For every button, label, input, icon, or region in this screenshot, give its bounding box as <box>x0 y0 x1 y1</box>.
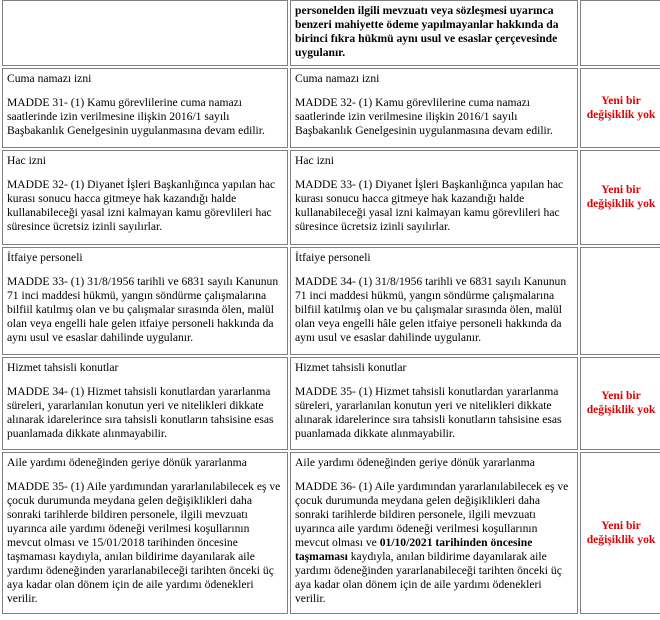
article-title: Hac izni <box>7 154 46 167</box>
article-body: MADDE 32- (1) Diyanet İşleri Başkanlığınca yapılan hac kurası sonucu hacca gitmeye hak kazandığı halde kullanabileceği yasal izni kalmayan kamu görevlileri hac süresince ücretsiz izinli sayılırlar. <box>7 178 276 233</box>
status-label: Yeni bir değişiklik yok <box>586 183 656 210</box>
status-cell <box>580 150 660 245</box>
table-row <box>2 247 660 355</box>
table-row <box>2 0 660 66</box>
top-continued-text: personelden ilgili mevzuatı veya sözleşmesi uyarınca benzeri mahiyette ödeme yapılmayanlar hakkında da birinci fıkra hükmü aynı usul ve esaslar çerçevesinde uygulanır. <box>295 4 559 59</box>
new-text-cell <box>290 452 578 614</box>
article-body-text: MADDE 36- (1) Aile yardımından yararlanılabilecek eş ve çocuk durumunda meydana gelen değişiklikleri daha sonraki tarihlerde bildiren personele, ilgili mevzuatı uyarınca aile yardımı ödeneği verilmesi koşullarının mevcut olması ve <box>295 480 569 549</box>
old-text-cell <box>2 0 288 66</box>
old-text-cell <box>2 150 288 245</box>
article-title: Hizmet tahsisli konutlar <box>295 361 407 374</box>
status-cell <box>580 0 660 66</box>
table-row <box>2 150 660 245</box>
status-cell <box>580 68 660 148</box>
article-body: MADDE 34- (1) Hizmet tahsisli konutlardan yararlanma süreleri, yararlanılan konutun yeri ve nitelikleri dikkate alınarak idarelerince sıra tahsisli konutların tahsisine esas puanlamada dikkate alınmayabilir. <box>7 385 274 440</box>
article-title: Aile yardımı ödeneğinden geriye dönük yararlanma <box>295 456 535 469</box>
old-text-cell <box>2 357 288 450</box>
article-body <box>295 480 568 605</box>
status-label: Yeni bir değişiklik yok <box>586 93 656 121</box>
new-text-cell <box>290 357 578 450</box>
amended-date-text: 01/10/2021 tarihinden öncesine taşmaması <box>295 536 533 563</box>
article-title: Cuma namazı izni <box>295 72 380 85</box>
status-cell <box>580 247 660 355</box>
old-text-cell <box>2 452 288 614</box>
article-body: MADDE 34- (1) 31/8/1956 tarihli ve 6831 sayılı Kanunun 71 inci maddesi hükmü, yangın söndürme çalışmalarına bilfiil katılmış olan ve bu çalışmalar sırasında ölen, malül olan veya engelli hâle gelen itfaiye personeli hakkında da aynı usul ve esaslar dahilinde uygulanır. <box>295 275 567 344</box>
status-cell <box>580 357 660 450</box>
new-text-cell <box>290 0 578 66</box>
table-row <box>2 68 660 148</box>
new-text-cell <box>290 150 578 245</box>
table-row <box>2 357 660 450</box>
article-title: Hizmet tahsisli konutlar <box>7 361 119 374</box>
old-text-cell <box>2 247 288 355</box>
article-title: İtfaiye personeli <box>7 251 83 264</box>
article-body: MADDE 35- (1) Aile yardımından yararlanılabilecek eş ve çocuk durumunda meydana gelen değişiklikleri daha sonraki tarihlerde bildiren personele, ilgili mevzuatı uyarınca aile yardımı ödeneği verilmesi koşullarının mevcut olması ve 15/01/2018 tarihinden öncesine taşmaması kaydıyla, anılan bildirime dayanılarak aile yardımı ödeneğinden yararlanabileceği tarihten önceki üç aya kadar olan dönem için de aile yardımı ödenekleri verilir. <box>7 480 281 605</box>
article-body: MADDE 31- (1) Kamu görevlilerine cuma namazı saatlerinde izin verilmesine ilişkin 2016/1 sayılı Başbakanlık Genelgesinin uygulanmasına devam edilir. <box>7 96 265 137</box>
article-body: MADDE 33- (1) 31/8/1956 tarihli ve 6831 sayılı Kanunun 71 inci maddesi hükmü, yangın söndürme çalışmalarına bilfiil katılmış olan ve bu çalışmalar sırasında ölen, malül olan veya engelli hale gelen itfaiye personeli hakkında da aynı usul ve esaslar dahilinde uygulanır. <box>7 275 279 344</box>
status-label: Yeni bir değişiklik yok <box>586 518 656 546</box>
article-body: MADDE 35- (1) Hizmet tahsisli konutlardan yararlanma süreleri, yararlanılan konutun yeri ve nitelikleri dikkate alınarak idarelerince sıra tahsisli konutların tahsisine esas puanlamada dikkate alınmayabilir. <box>295 385 562 440</box>
article-body: MADDE 33- (1) Diyanet İşleri Başkanlığınca yapılan hac kurası sonucu hacca gitmeye hak kazandığı halde kullanabileceği yasal izni kalmayan kamu görevlileri hac süresince ücretsiz izinli sayılırlar. <box>295 178 564 233</box>
article-title: Aile yardımı ödeneğinden geriye dönük yararlanma <box>7 456 247 469</box>
status-cell <box>580 452 660 614</box>
old-text-cell <box>2 68 288 148</box>
article-title: Cuma namazı izni <box>7 72 92 85</box>
new-text-cell <box>290 247 578 355</box>
article-body: MADDE 32- (1) Kamu görevlilerine cuma namazı saatlerinde izin verilmesine ilişkin 2016/1 sayılı Başbakanlık Genelgesinin uygulanmasına devam edilir. <box>295 96 553 137</box>
article-title: İtfaiye personeli <box>295 251 371 264</box>
article-title: Hac izni <box>295 154 334 167</box>
article-body-text: kaydıyla, anılan bildirime dayanılarak aile yardımı ödeneğinden yararlanabileceği tarihten önceki üç aya kadar olan dönem için de aile yardımı ödenekleri verilir. <box>295 550 562 605</box>
table-row <box>2 452 660 614</box>
status-label: Yeni bir değişiklik yok <box>586 389 656 416</box>
new-text-cell <box>290 68 578 148</box>
